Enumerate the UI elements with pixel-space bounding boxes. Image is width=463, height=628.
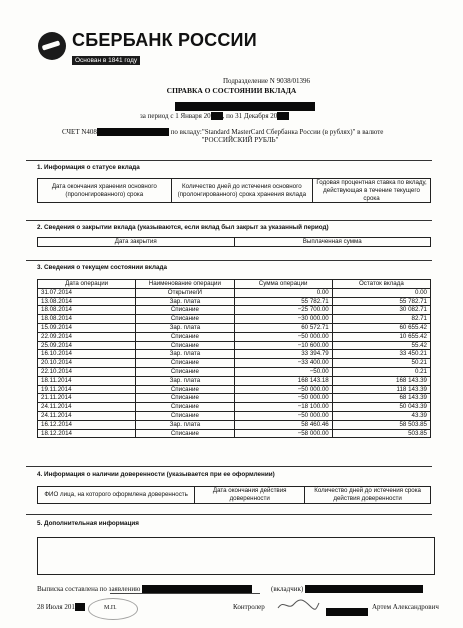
deposit-balance: 55.42: [332, 341, 430, 350]
operation-name: Списание: [136, 385, 234, 394]
status-table: [37, 178, 431, 203]
deposit-balance: 30 082.71: [332, 306, 430, 315]
divider: [26, 160, 432, 161]
period-line: за период с 1 Января 20 , по 31 Декабря 20: [140, 112, 289, 120]
proxy-table: [37, 486, 431, 504]
operation-name: Списание: [136, 359, 234, 368]
table-row: [38, 323, 431, 332]
divider: [26, 466, 432, 467]
operation-date: 15.09.2014: [38, 323, 136, 332]
signature-line: [110, 593, 260, 594]
deposit-balance: 58 503.85: [332, 420, 430, 429]
closure-header: Выплаченная сумма: [234, 238, 431, 247]
section1-title: 1. Информация о статусе вклада: [37, 164, 140, 171]
proxy-header-row: [38, 487, 431, 504]
divider: [26, 260, 432, 261]
deposit-balance: 0.00: [332, 288, 430, 297]
table-row: [38, 341, 431, 350]
operation-name: Списание: [136, 403, 234, 412]
operation-name: Списание: [136, 341, 234, 350]
section3-title: 3. Сведения о текущем состоянии вклада: [37, 264, 168, 271]
period-mid: по 31 Декабря 20: [226, 112, 278, 120]
status-header: Количество дней до истечения основного (пролонгированного) срока хранения вклада: [171, 179, 312, 203]
depositor-line: [271, 585, 423, 593]
proxy-header: Количество дней до истечения срока действия доверенности: [305, 487, 431, 504]
controller-name: Артем Александрович: [372, 603, 439, 611]
document-title: СПРАВКА О СОСТОЯНИИ ВКЛАДА: [166, 86, 297, 95]
period-prefix: за период с 1 Января 20: [140, 112, 211, 120]
operation-amount: −50 000.00: [234, 394, 332, 403]
operation-amount: −33 400.00: [234, 359, 332, 368]
operations-table: [37, 279, 431, 438]
table-row: [38, 376, 431, 385]
operation-amount: −10 600.00: [234, 341, 332, 350]
closure-header-row: [38, 238, 431, 247]
operation-amount: 0.00: [234, 288, 332, 297]
operation-name: Списание: [136, 332, 234, 341]
operation-amount: −50 000.00: [234, 332, 332, 341]
operations-header: Дата операции: [38, 280, 136, 289]
division-line: [0, 77, 463, 85]
closure-header: Дата закрытия: [38, 238, 235, 247]
deposit-balance: 118 143.39: [332, 385, 430, 394]
proxy-header: Дата окончания действия доверенности: [195, 487, 305, 504]
deposit-balance: 60 655.42: [332, 323, 430, 332]
operation-amount: −18 100.00: [234, 403, 332, 412]
table-row: [38, 288, 431, 297]
date-line: [37, 603, 85, 611]
closure-table: [37, 237, 431, 247]
table-row: [38, 332, 431, 341]
operations-header: Наименование операции: [136, 280, 234, 289]
operation-amount: −50.00: [234, 367, 332, 376]
operation-date: 18.08.2014: [38, 306, 136, 315]
bank-name: СБЕРБАНК РОССИИ: [72, 30, 257, 50]
section5-title: 5. Дополнительная информация: [37, 520, 139, 527]
table-row: [38, 359, 431, 368]
controller-redaction: [326, 603, 368, 621]
operation-name: Зар. плата: [136, 297, 234, 306]
deposit-balance: 50.21: [332, 359, 430, 368]
operation-name: Списание: [136, 429, 234, 438]
operation-amount: −50 000.00: [234, 385, 332, 394]
operation-date: 21.11.2014: [38, 394, 136, 403]
table-row: [38, 367, 431, 376]
operations-header: Сумма операции: [234, 280, 332, 289]
footer-date: 28 Июля 201: [37, 603, 75, 611]
operation-amount: −25 700.00: [234, 306, 332, 315]
operation-amount: −50 000.00: [234, 411, 332, 420]
division: Подразделение N 9038/01396: [222, 77, 311, 85]
operation-amount: 60 572.71: [234, 323, 332, 332]
operation-date: 16.10.2014: [38, 350, 136, 359]
controller-label: Контролер: [233, 603, 265, 611]
operations-header: Остаток вклада: [332, 280, 430, 289]
table-row: [38, 297, 431, 306]
operation-name: Списание: [136, 315, 234, 324]
operation-amount: 58 460.46: [234, 420, 332, 429]
section4-title: 4. Информация о наличии доверенности (указывается при ее оформлении): [37, 471, 275, 478]
deposit-balance: 33 450.21: [332, 350, 430, 359]
table-row: [38, 420, 431, 429]
operation-amount: −30 000.00: [234, 315, 332, 324]
operations-header-row: [38, 280, 431, 289]
table-row: [38, 315, 431, 324]
account-label: СЧЕТ N408: [62, 128, 97, 136]
bank-founded: Основан в 1841 году: [72, 56, 140, 65]
operation-name: Списание: [136, 306, 234, 315]
operation-date: 20.10.2014: [38, 359, 136, 368]
depositor-label: (вкладчик): [271, 585, 304, 593]
operation-date: 18.11.2014: [38, 376, 136, 385]
table-row: [38, 306, 431, 315]
operation-name: Списание: [136, 394, 234, 403]
operation-date: 31.07.2014: [38, 288, 136, 297]
additional-info-box: [37, 537, 435, 575]
signature-icon: [276, 597, 320, 613]
deposit-balance: 503.85: [332, 429, 430, 438]
operation-date: 22.10.2014: [38, 367, 136, 376]
operation-name: Зар. плата: [136, 350, 234, 359]
operation-date: 18.08.2014: [38, 315, 136, 324]
operation-amount: −58 000.00: [234, 429, 332, 438]
operation-date: 22.09.2014: [38, 332, 136, 341]
sberbank-logo-icon: [38, 32, 66, 60]
table-row: [38, 403, 431, 412]
deposit-balance: 10 655.42: [332, 332, 430, 341]
operation-name: Зар. плата: [136, 420, 234, 429]
operation-name: Открытие/И: [136, 288, 234, 297]
operation-date: 18.12.2014: [38, 429, 136, 438]
operation-name: Списание: [136, 367, 234, 376]
operation-name: Списание: [136, 411, 234, 420]
operation-amount: 33 394.79: [234, 350, 332, 359]
status-header: Годовая процентная ставка по вкладу, действующая в течение текущего срока: [313, 179, 431, 203]
currency: "РОССИЙСКИЙ РУБЛЬ": [201, 136, 279, 144]
operation-date: 24.11.2014: [38, 411, 136, 420]
deposit-balance: 55 782.71: [332, 297, 430, 306]
table-row: [38, 385, 431, 394]
operation-date: 25.09.2014: [38, 341, 136, 350]
status-header-row: [38, 179, 431, 203]
table-row: [38, 411, 431, 420]
status-header: Дата окончания хранения основного (пролонгированного) срока: [38, 179, 172, 203]
deposit-text: по вкладу:"Standard MasterCard Сбербанка России (в рублях)" в валюте: [170, 128, 384, 136]
divider: [26, 514, 432, 515]
operation-amount: 55 782.71: [234, 297, 332, 306]
table-row: [38, 429, 431, 438]
table-row: [38, 350, 431, 359]
operation-date: 13.08.2014: [38, 297, 136, 306]
deposit-balance: 82.71: [332, 315, 430, 324]
table-row: [38, 394, 431, 403]
operation-name: Зар. плата: [136, 376, 234, 385]
section2-title: 2. Сведения о закрытии вклада (указываются, если вклад был закрыт за указанный период): [37, 224, 329, 231]
deposit-balance: 43.39: [332, 411, 430, 420]
operation-date: 16.12.2014: [38, 420, 136, 429]
deposit-balance: 68 143.39: [332, 394, 430, 403]
extract-label: Выписка составлена по заявлению: [37, 585, 141, 593]
operation-name: Зар. плата: [136, 323, 234, 332]
divider: [26, 220, 432, 221]
operation-amount: 168 143.18: [234, 376, 332, 385]
deposit-balance: 50 043.39: [332, 403, 430, 412]
deposit-balance: 0.21: [332, 367, 430, 376]
stamp-label: М.П.: [104, 605, 117, 611]
deposit-balance: 168 143.39: [332, 376, 430, 385]
operation-date: 19.11.2014: [38, 385, 136, 394]
proxy-header: ФИО лица, на которого оформлена доверенность: [38, 487, 195, 504]
operation-date: 24.11.2014: [38, 403, 136, 412]
operations-body: [38, 288, 431, 438]
